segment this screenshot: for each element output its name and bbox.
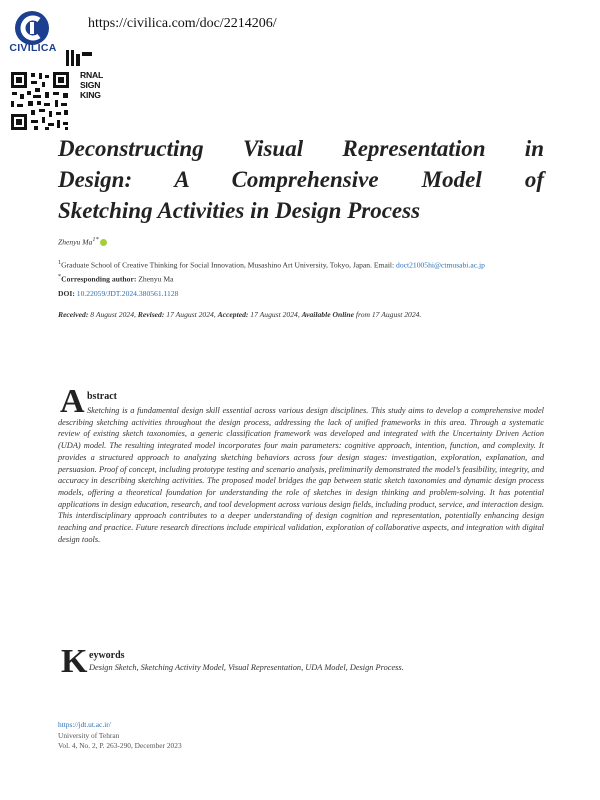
abstract-initial: A xyxy=(60,383,85,420)
publisher: University of Tehran xyxy=(58,730,120,740)
affiliation xyxy=(58,259,485,270)
journal-url-link[interactable]: https://jdt.ut.ac.ir/ xyxy=(58,720,111,729)
abstract-body: Sketching is a fundamental design skill essential across various design disciplines. This study aims to develop a comprehensive model describing sketching activities throughout the design process, addressing the lack of unified frameworks in this area. Through a systematic review of existing sketch taxonomies, a generic classification framework was developed and integrated with the Uncertainty Driven Action (UDA) model. The resulting integrated model incorporates four main parameters: cognitive approach, intention, function, and complexity. It provides a structured approach to analyzing sketching behaviors across four design stages: investigation, exploration, explanation, and persuasion. Proof of concept, including prototype testing and scenario analysis, preliminarily demonstrated the model’s feasibility, integrity, and accuracy in describing sketching activities. The proposed model bridges the gap between static sketch taxonomies and dynamic design process models, offering a theoretical foundation for understanding the role of sketches in design thinking and problem-solving. It has potential applications in design education, research, and tool development across various design fields, including product, service, and interaction design. This interdisciplinary approach contributes to a deeper understanding of design cognition and representation, potentially enhancing design teaching and practice. Future research directions include empirical validation, exploration of collaborative aspects, and integration with digital design tools. xyxy=(58,406,544,544)
corresponding-author xyxy=(58,273,173,284)
doi-label: DOI: xyxy=(58,289,77,298)
received-date: 8 August 2024, xyxy=(88,310,138,319)
author-line xyxy=(58,236,107,247)
received-label: Received: xyxy=(58,310,89,319)
author-email-link[interactable]: doct21005hi@ctmusabi.ac.jp xyxy=(396,260,485,270)
footer xyxy=(58,720,182,752)
document-url[interactable]: https://civilica.com/doc/2214206/ xyxy=(88,16,277,31)
corr-label: Corresponding author: xyxy=(61,274,139,284)
online-date: from 17 August 2024. xyxy=(354,310,422,319)
journal-name-line: KING xyxy=(80,90,101,100)
keywords-heading: eywords xyxy=(89,650,125,661)
dates-line xyxy=(58,310,421,319)
journal-name-line: RNAL xyxy=(80,70,104,80)
journal-name xyxy=(80,70,103,100)
journal-logo-icon xyxy=(66,50,92,66)
volume-info: Vol. 4, No. 2, P. 263-290, December 2023 xyxy=(58,741,182,750)
affiliation-superscript: 1 xyxy=(58,259,62,266)
corr-superscript: * xyxy=(58,273,62,280)
paper-title xyxy=(58,133,544,226)
keywords-initial: K xyxy=(61,643,88,680)
accepted-label: Accepted: xyxy=(217,310,249,319)
keywords-list: Design Sketch, Sketching Activity Model, Visual Representation, UDA Model, Design Process. xyxy=(89,663,404,672)
accepted-date: 17 August 2024, xyxy=(248,310,302,319)
doi-link[interactable]: 10.22059/JDT.2024.380561.1128 xyxy=(76,289,179,298)
title-line: Deconstructing Visual Representation in xyxy=(58,136,544,161)
online-label: Available Online xyxy=(301,310,355,319)
title-line: Design: A Comprehensive Model of xyxy=(58,167,544,192)
author-name: Zhenyu Ma xyxy=(58,237,93,247)
title-line: Sketching Activities in Design Process xyxy=(58,198,421,223)
orcid-icon[interactable] xyxy=(100,239,107,246)
corr-name: Zhenyu Ma xyxy=(138,274,174,284)
author-superscript: 1* xyxy=(92,236,99,243)
revised-date: 17 August 2024, xyxy=(164,310,218,319)
affiliation-text: Graduate School of Creative Thinking for Social Innovation, Musashino Art University, Tokyo, Japan. Email: xyxy=(61,260,397,270)
abstract-heading: bstract xyxy=(87,391,117,402)
qr-code-icon xyxy=(9,70,71,132)
journal-name-line: SIGN xyxy=(80,80,101,90)
doi-line xyxy=(58,289,178,298)
revised-label: Revised: xyxy=(137,310,165,319)
civilica-logo-text: CIVILICA xyxy=(9,42,57,54)
